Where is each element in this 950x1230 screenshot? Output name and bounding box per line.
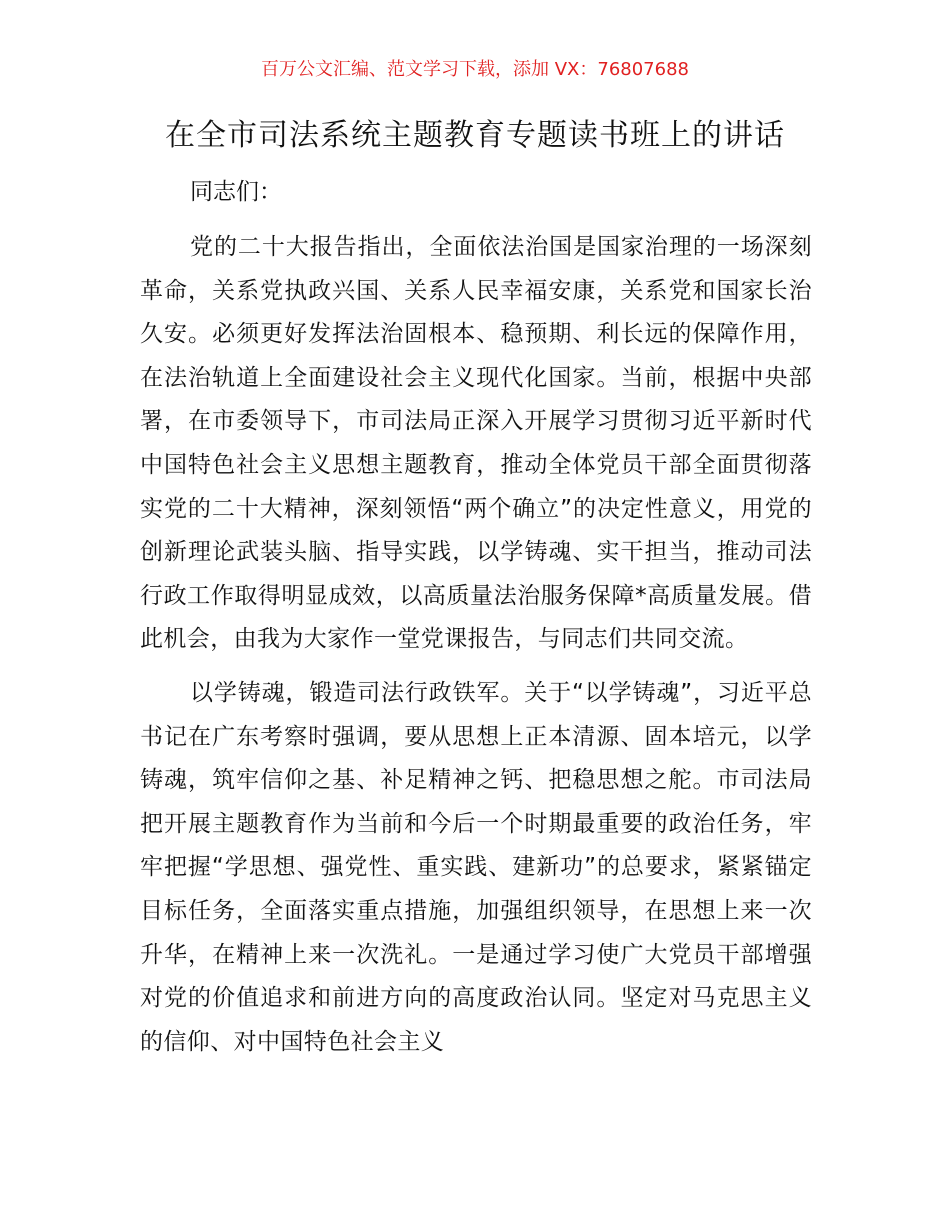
paragraph-gap [140,662,812,672]
paragraph-2: 以学铸魂，锻造司法行政铁军。关于“以学铸魂”，习近平总书记在广东考察时强调，要从思想上正本清源、固本培元，以学铸魂，筑牢信仰之基、补足精神之钙、把稳思想之舵。市司法局把开展主题教育作为当前和今后一个时期最重要的政治任务，牢牢把握“学思想、强党性、重实践、建新功”的总要求，紧紧锚定目标任务，全面落实重点措施，加强组织领导，在思想上来一次升华，在精神上来一次洗礼。一是通过学习使广大党员干部增强对党的价值追求和前进方向的高度政治认同。坚定对马克思主义的信仰、对中国特色社会主义 [140,679,812,1055]
header-banner: 百万公文汇编、范文学习下载，添加 VX：76807688 [261,59,689,80]
paragraph-1: 党的二十大报告指出，全面依法治国是国家治理的一场深刻革命，关系党执政兴国、关系人民幸福安康，关系党和国家长治久安。必须更好发挥法治固根本、稳预期、利长远的保障作用，在法治轨道上全面建设社会主义现代化国家。当前，根据中央部署，在市委领导下，市司法局正深入开展学习贯彻习近平新时代中国特色社会主义思想主题教育，推动全体党员干部全面贯彻落实党的二十大精神，深刻领悟“两个确立”的决定性意义，用党的创新理论武装头脑、指导实践，以学铸魂、实干担当，推动司法行政工作取得明显成效，以高质量法治服务保障*高质量发展。借此机会，由我为大家作一堂党课报告，与同志们共同交流。 [140,234,812,653]
document-title: 在全市司法系统主题教育专题读书班上的讲话 [165,118,785,153]
salutation: 同志们： [190,179,282,205]
document-body [140,171,812,1064]
